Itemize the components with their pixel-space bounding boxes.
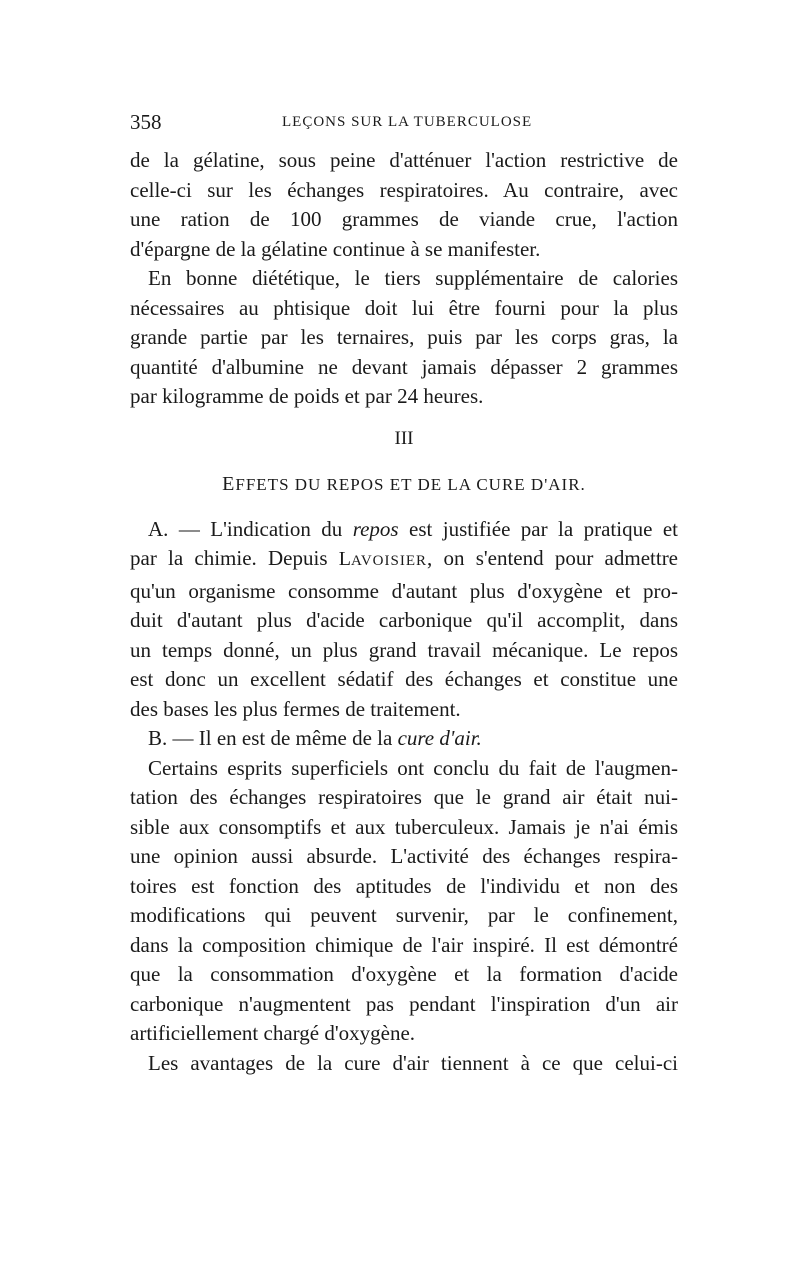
text-line: d'épargne de la gélatine continue à se manifester. (130, 236, 541, 261)
text-line: par kilogramme de poids et par 24 heures. (130, 384, 484, 408)
text-line: est donc un excellent sédatif des échanges et constitue une (130, 667, 678, 691)
text-line: Les avantages de la cure d'air tiennent à ce que celui-ci (148, 1050, 678, 1075)
section-title-apostrophe: ' (544, 474, 549, 494)
page-number: 358 (130, 110, 162, 134)
section-title (130, 473, 678, 515)
text-line: celle-ci sur les échanges respiratoires. Au contraire, avec (130, 177, 678, 202)
paragraph-gelatine (130, 146, 678, 264)
text-line: grande partie par les ternaires, puis par les corps gras, la (130, 325, 678, 349)
text-line (130, 515, 678, 545)
text-run: B. — Il en est de même de la (148, 726, 398, 750)
text-line: de la gélatine, sous peine d'atténuer l'action restrictive de (130, 148, 678, 172)
text-run: par la chimie. Depuis (130, 546, 339, 570)
text-line (130, 724, 678, 754)
text-line: modifications qui peuvent survenir, par le confinement, (130, 903, 678, 927)
book-page (130, 108, 678, 1078)
text-line: En bonne diététique, le tiers supplémentaire de calories (148, 266, 678, 290)
text-line: nécessaires au phtisique doit lui être fourni pour la plus (130, 295, 678, 320)
italic-term: repos (352, 516, 399, 541)
author-name-initial: L (338, 548, 351, 570)
text-run: A. — L'indication du (148, 516, 353, 541)
text-line (130, 544, 678, 577)
text-line: artificiellement chargé d'oxygène. (130, 1021, 416, 1045)
section-title-text: FFETS DU REPOS ET DE LA CURE D (235, 474, 545, 494)
text-line: Certains esprits superficiels ont conclu du fait de l'augmen- (148, 755, 678, 780)
text-line: des bases les plus fermes de traitement. (130, 696, 461, 721)
paragraph-repos (130, 515, 678, 725)
section-title-initial: E (222, 472, 236, 495)
text-line: toires est fonction des aptitudes de l'individu et non des (130, 873, 678, 898)
section-title-end: AIR. (548, 474, 586, 494)
text-line: qu'un organisme consomme d'autant plus d'oxygène et pro- (130, 578, 678, 603)
running-title: LEÇONS SUR LA TUBERCULOSE (282, 114, 533, 130)
text-line: que la consommation d'oxygène et la formation d'acide (130, 962, 678, 986)
text-line: duit d'autant plus d'acide carbonique qu'il accomplit, dans (130, 608, 678, 632)
section-number: III (394, 427, 414, 449)
text-line: carbonique n'augmentent pas pendant l'inspiration d'un air (130, 991, 678, 1016)
text-line: sible aux consomptifs et aux tuberculeux. Jamais je n'ai émis (130, 814, 678, 839)
paragraph-cure-air (130, 724, 678, 754)
text-line: une ration de 100 grammes de viande crue, l'action (130, 207, 678, 231)
italic-term: cure d'air. (397, 726, 482, 750)
paragraph-dietetique (130, 264, 678, 412)
running-head (130, 108, 678, 146)
text-run: est justifiée par la pratique et (398, 516, 678, 541)
text-line: une opinion aussi absurde. L'activité des échanges respira- (130, 844, 678, 868)
text-line: quantité d'albumine ne devant jamais dépasser 2 grammes (130, 354, 678, 379)
text-run: , on s'entend pour admettre (427, 546, 679, 570)
author-name: AVOISIER (350, 553, 428, 569)
paragraph-esprits (130, 754, 678, 1049)
paragraph-avantages (130, 1049, 678, 1079)
text-line: dans la composition chimique de l'air inspiré. Il est démontré (130, 932, 678, 957)
text-line: un temps donné, un plus grand travail mécanique. Le repos (130, 637, 678, 662)
text-line: tation des échanges respiratoires que le grand air était nui- (130, 785, 678, 809)
